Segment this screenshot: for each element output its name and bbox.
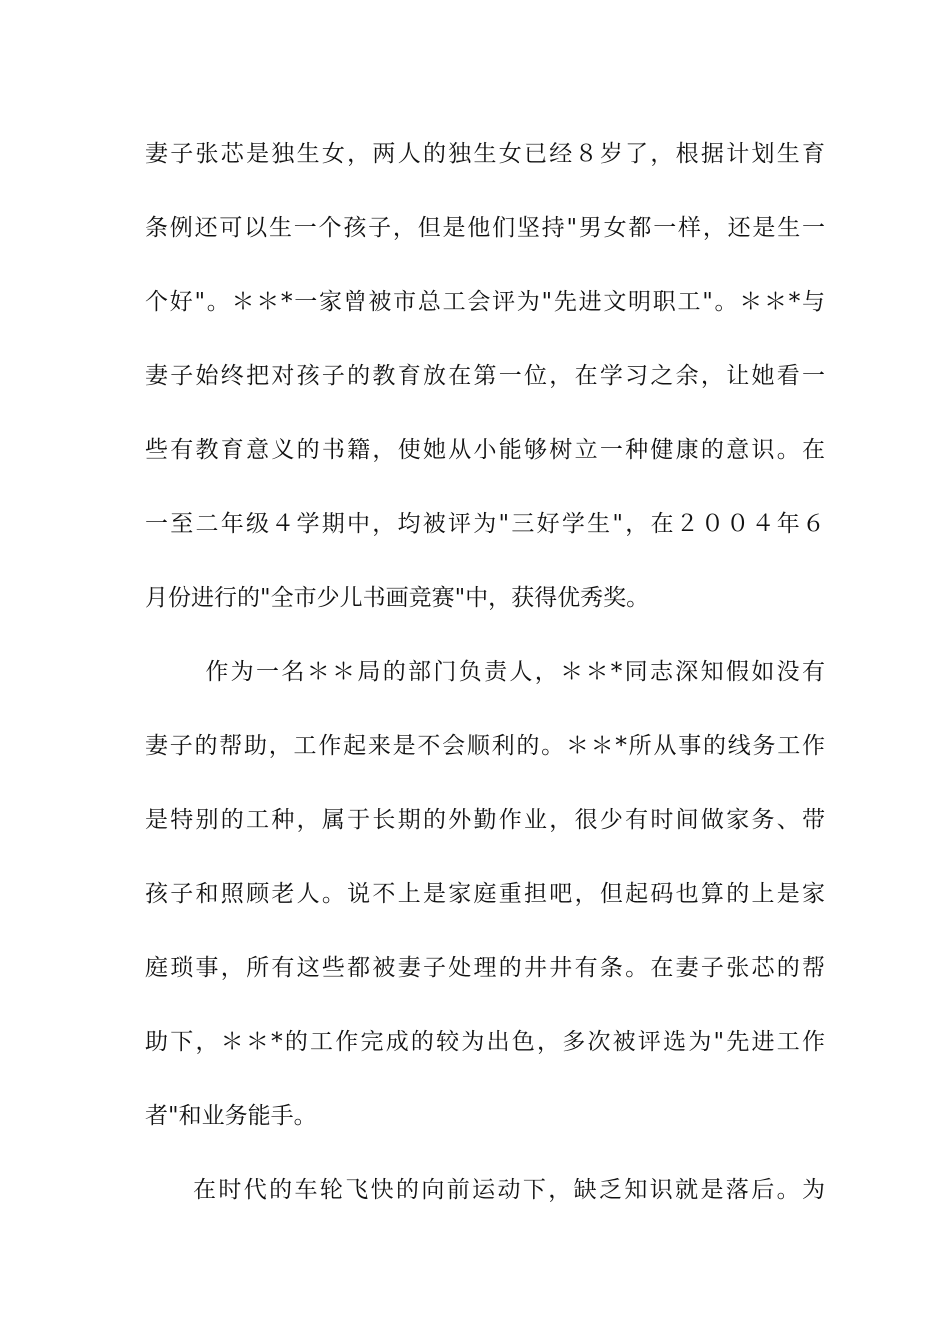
text-line: 些有教育意义的书籍，使她从小能够树立一种健康的意识。在 [145,437,825,463]
paragraph-first-line: 作为一名＊＊局的部门负责人，＊＊*同志深知假如没有 [180,659,825,685]
text-line: 助下，＊＊*的工作完成的较为出色，多次被评选为"先进工作 [145,1029,825,1055]
text-line: 妻子张芯是独生女，两人的独生女已经８岁了，根据计划生育 [145,141,825,167]
text-line: 个好"。＊＊*一家曾被市总工会评为"先进文明职工"。＊＊*与 [145,289,825,315]
text-line: 条例还可以生一个孩子，但是他们坚持"男女都一样，还是生一 [145,215,825,241]
text-line: 妻子的帮助，工作起来是不会顺利的。＊＊*所从事的线务工作 [145,733,825,759]
text-line: 者"和业务能手。 [145,1103,317,1129]
text-line: 月份进行的"全市少儿书画竞赛"中，获得优秀奖。 [145,585,650,611]
text-line: 庭琐事，所有这些都被妻子处理的井井有条。在妻子张芯的帮 [145,955,825,981]
paragraph-first-line: 在时代的车轮飞快的向前运动下，缺乏知识就是落后。为 [193,1177,825,1203]
text-line: 妻子始终把对孩子的教育放在第一位，在学习之余，让她看一 [145,363,825,389]
text-line: 一至二年级４学期中，均被评为"三好学生"，在２００４年６ [145,511,825,537]
text-line: 孩子和照顾老人。说不上是家庭重担吧，但起码也算的上是家 [145,881,825,907]
text-line: 是特别的工种，属于长期的外勤作业，很少有时间做家务、带 [145,807,825,833]
